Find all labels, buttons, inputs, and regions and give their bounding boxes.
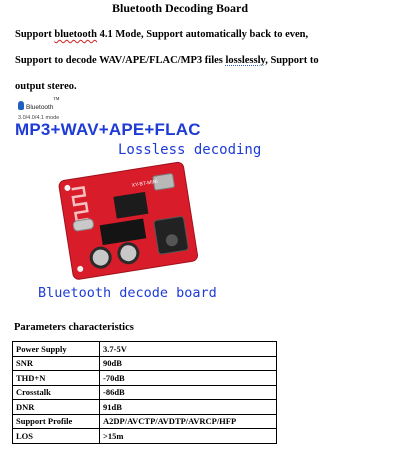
param-key: SNR (13, 356, 100, 371)
description-part-1: Support (15, 29, 55, 40)
table-row (13, 356, 277, 371)
bluetooth-modes: 3.0/4.0/4.1 mode (18, 115, 60, 121)
param-key: Crosstalk (13, 385, 100, 400)
lossless-label: Lossless decoding (118, 142, 262, 158)
description-part-bluetooth: bluetooth (54, 29, 97, 40)
bluetooth-brand: Bluetooth (26, 104, 54, 111)
params-table (12, 341, 277, 444)
param-value: >15m (100, 429, 277, 444)
description-part-5: , Support to output stereo. (15, 55, 319, 92)
table-row (13, 371, 277, 386)
pcb-board-illustration (55, 155, 200, 283)
formats-heading: MP3+WAV+APE+FLAC (15, 120, 201, 139)
trademark-mark: TM (53, 96, 60, 101)
param-value: 91dB (100, 400, 277, 415)
param-key: Support Profile (13, 414, 100, 429)
table-row (13, 400, 277, 415)
table-row (13, 385, 277, 400)
bluetooth-icon (18, 101, 24, 110)
param-value: 90dB (100, 356, 277, 371)
param-key: Power Supply (13, 342, 100, 357)
param-value: -70dB (100, 371, 277, 386)
description-part-3: 4.1 Mode, Support automatically back to even, Support to decode WAV/APE/FLAC/MP3 files (15, 29, 309, 66)
page-title: Bluetooth Decoding Board (111, 1, 248, 15)
table-row (13, 342, 277, 357)
table-row (13, 414, 277, 429)
bluetooth-logo (18, 96, 59, 121)
param-value: 3.7-5V (100, 342, 277, 357)
board-label: Bluetooth decode board (38, 285, 217, 301)
param-key: THD+N (13, 371, 100, 386)
param-key: LOS (13, 429, 100, 444)
params-title: Parameters characteristics (14, 322, 134, 333)
param-key: DNR (13, 400, 100, 415)
description-part-losslessly: losslessly (225, 55, 266, 66)
param-value: A2DP/AVCTP/AVDTP/AVRCP/HFP (100, 414, 277, 429)
board-silkscreen: XY-BT-MINI (131, 178, 159, 189)
table-row (13, 429, 277, 444)
description (15, 22, 340, 100)
param-value: -86dB (100, 385, 277, 400)
